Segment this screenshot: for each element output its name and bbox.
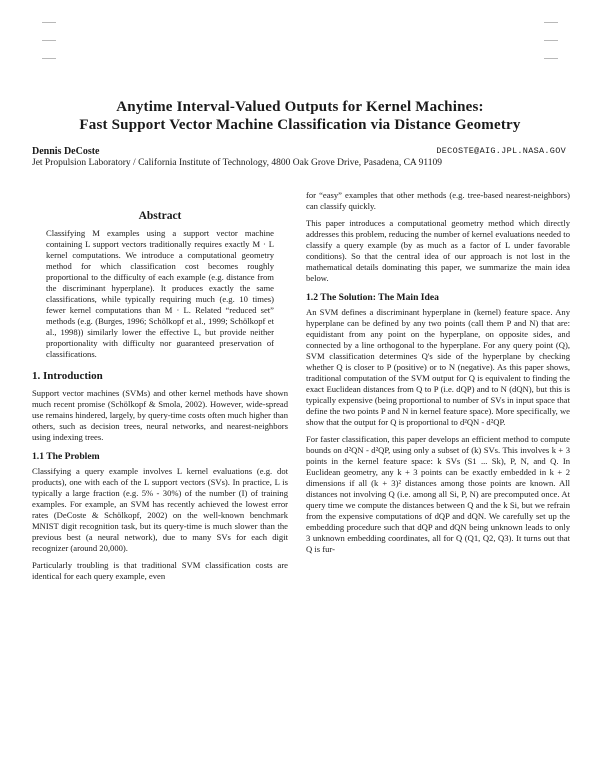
scan-mark bbox=[42, 58, 56, 59]
scan-mark bbox=[42, 40, 56, 41]
subsection-heading: 1.2 The Solution: The Main Idea bbox=[306, 292, 439, 303]
abstract-text: Classifying M examples using a support vector machine containing L support vectors traditionally requires exactly M · L kernel computations. We introduce a computational geometry method for which classification cost becomes roughly proportional to the difficulty of each example (e.g. distance from the discriminant hyperplane). It produces exactly the same classifications, while typically requiring much (e.g. 10 times) fewer kernel computations than M · L. Related “reduced set” methods (e.g. (Burges, 1996; Schölkopf et al., 1999; Schölkopf et al., 1998)) similarly lower the effective L, but provide neither proportionality with difficulty nor guaranteed preservation of classifications. bbox=[46, 228, 274, 359]
author-email: DECOSTE@AIG.JPL.NASA.GOV bbox=[436, 146, 566, 156]
scan-mark bbox=[544, 22, 558, 23]
paragraph: for “easy” examples that other methods (e.g. tree-based nearest-neighbors) can classify quickly. bbox=[306, 190, 570, 211]
subsection-heading: 1.1 The Problem bbox=[32, 451, 100, 462]
paper-title-line1: Anytime Interval-Valued Outputs for Kernel Machines: bbox=[116, 99, 484, 115]
scan-mark bbox=[544, 40, 558, 41]
paragraph: Classifying a query example involves L kernel evaluations (e.g. dot products), one with each of the L support vectors (SVs). In practice, L is typically a large fraction (e.g. 5% - 30%) of the number (I) of training examples. For example, an SVM has recently achieved the lowest error rates (DeCoste & Schölkopf, 2002) on the well-known benchmark MNIST digit recognition task, but its query-time is much slower than the previous best (a neural network), due to many SVs for each digit recognizer (around 20,000). bbox=[32, 466, 288, 553]
paragraph: Particularly troubling is that traditional SVM classification costs are identical for each query example, even bbox=[32, 560, 288, 581]
scan-mark bbox=[42, 22, 56, 23]
left-column bbox=[32, 200, 288, 588]
paragraph: This paper introduces a computational geometry method which directly addresses this problem, reducing the number of kernel evaluations needed to classify a query example (by as much as a factor of L under favorable conditions). So that the central idea of our approach is not lost in the mathematical details dominating this paper, we summarize the main idea below. bbox=[306, 218, 570, 283]
right-column bbox=[306, 190, 570, 561]
author-affiliation: Jet Propulsion Laboratory / California Institute of Technology, 4800 Oak Grove Drive, Pasadena, CA 91109 bbox=[32, 158, 443, 168]
author-name: Dennis DeCoste bbox=[32, 146, 100, 157]
abstract-heading: Abstract bbox=[138, 210, 182, 222]
paper-title-line2: Fast Support Vector Machine Classification via Distance Geometry bbox=[79, 117, 521, 133]
scan-mark bbox=[544, 58, 558, 59]
section-heading: 1. Introduction bbox=[32, 370, 103, 382]
paragraph: An SVM defines a discriminant hyperplane in (kernel) feature space. Any hyperplane can be defined by any two points (call them P and N) that are: equidistant from any point on the hyperplane, on opposite sides, and connected by a line orthogonal to the hyperplane. For any query point (Q), SVM classification determines Q's side of the hyperplane by checking whether Q is closer to P (positive) or to N (negative). As this paper shows, traditional computation of the SVM output for Q is equivalent to finding the exact Euclidean distances from Q to P (i.e. dQP) and to N (dQN), but this is typically expensive (being proportional to number of SVs in input space that define the two points P and N in kernel feature space). More specifically, we show that the output for Q is proportional to d²QN - d²QP. bbox=[306, 307, 570, 427]
paragraph: For faster classification, this paper develops an efficient method to compute bounds on d²QN - d²QP, using only a subset of (k) SVs. This involves k + 3 points in the kernel feature space: k SVs (S1 ... Sk), P, N, and Q. In Euclidean geometry, any k + 3 points can be exactly embedded in k + 2 dimensions if all (k + 3)² distances among those points are known. All distances not involving Q (i.e. among all Si, P, N) are precomputed once. At query time we compute the distances between Q and the k Si, but we refrain from the expensive computations of dQP and dQN. We carefully set up the embedding procedure such that dQP and dQN being unknown leads to only 3 unknown embedding coordinates, all for Q (Q1, Q2, Q3). It turns out that Q is fur- bbox=[306, 434, 570, 554]
paragraph: Support vector machines (SVMs) and other kernel methods have shown much recent promise (Schölkopf & Smola, 2002). However, wide-spread use remains hindered, largely, by query-time costs often much higher than others, such as decision trees, neural networks, and nearest-neighbors using indexing trees. bbox=[32, 388, 288, 442]
